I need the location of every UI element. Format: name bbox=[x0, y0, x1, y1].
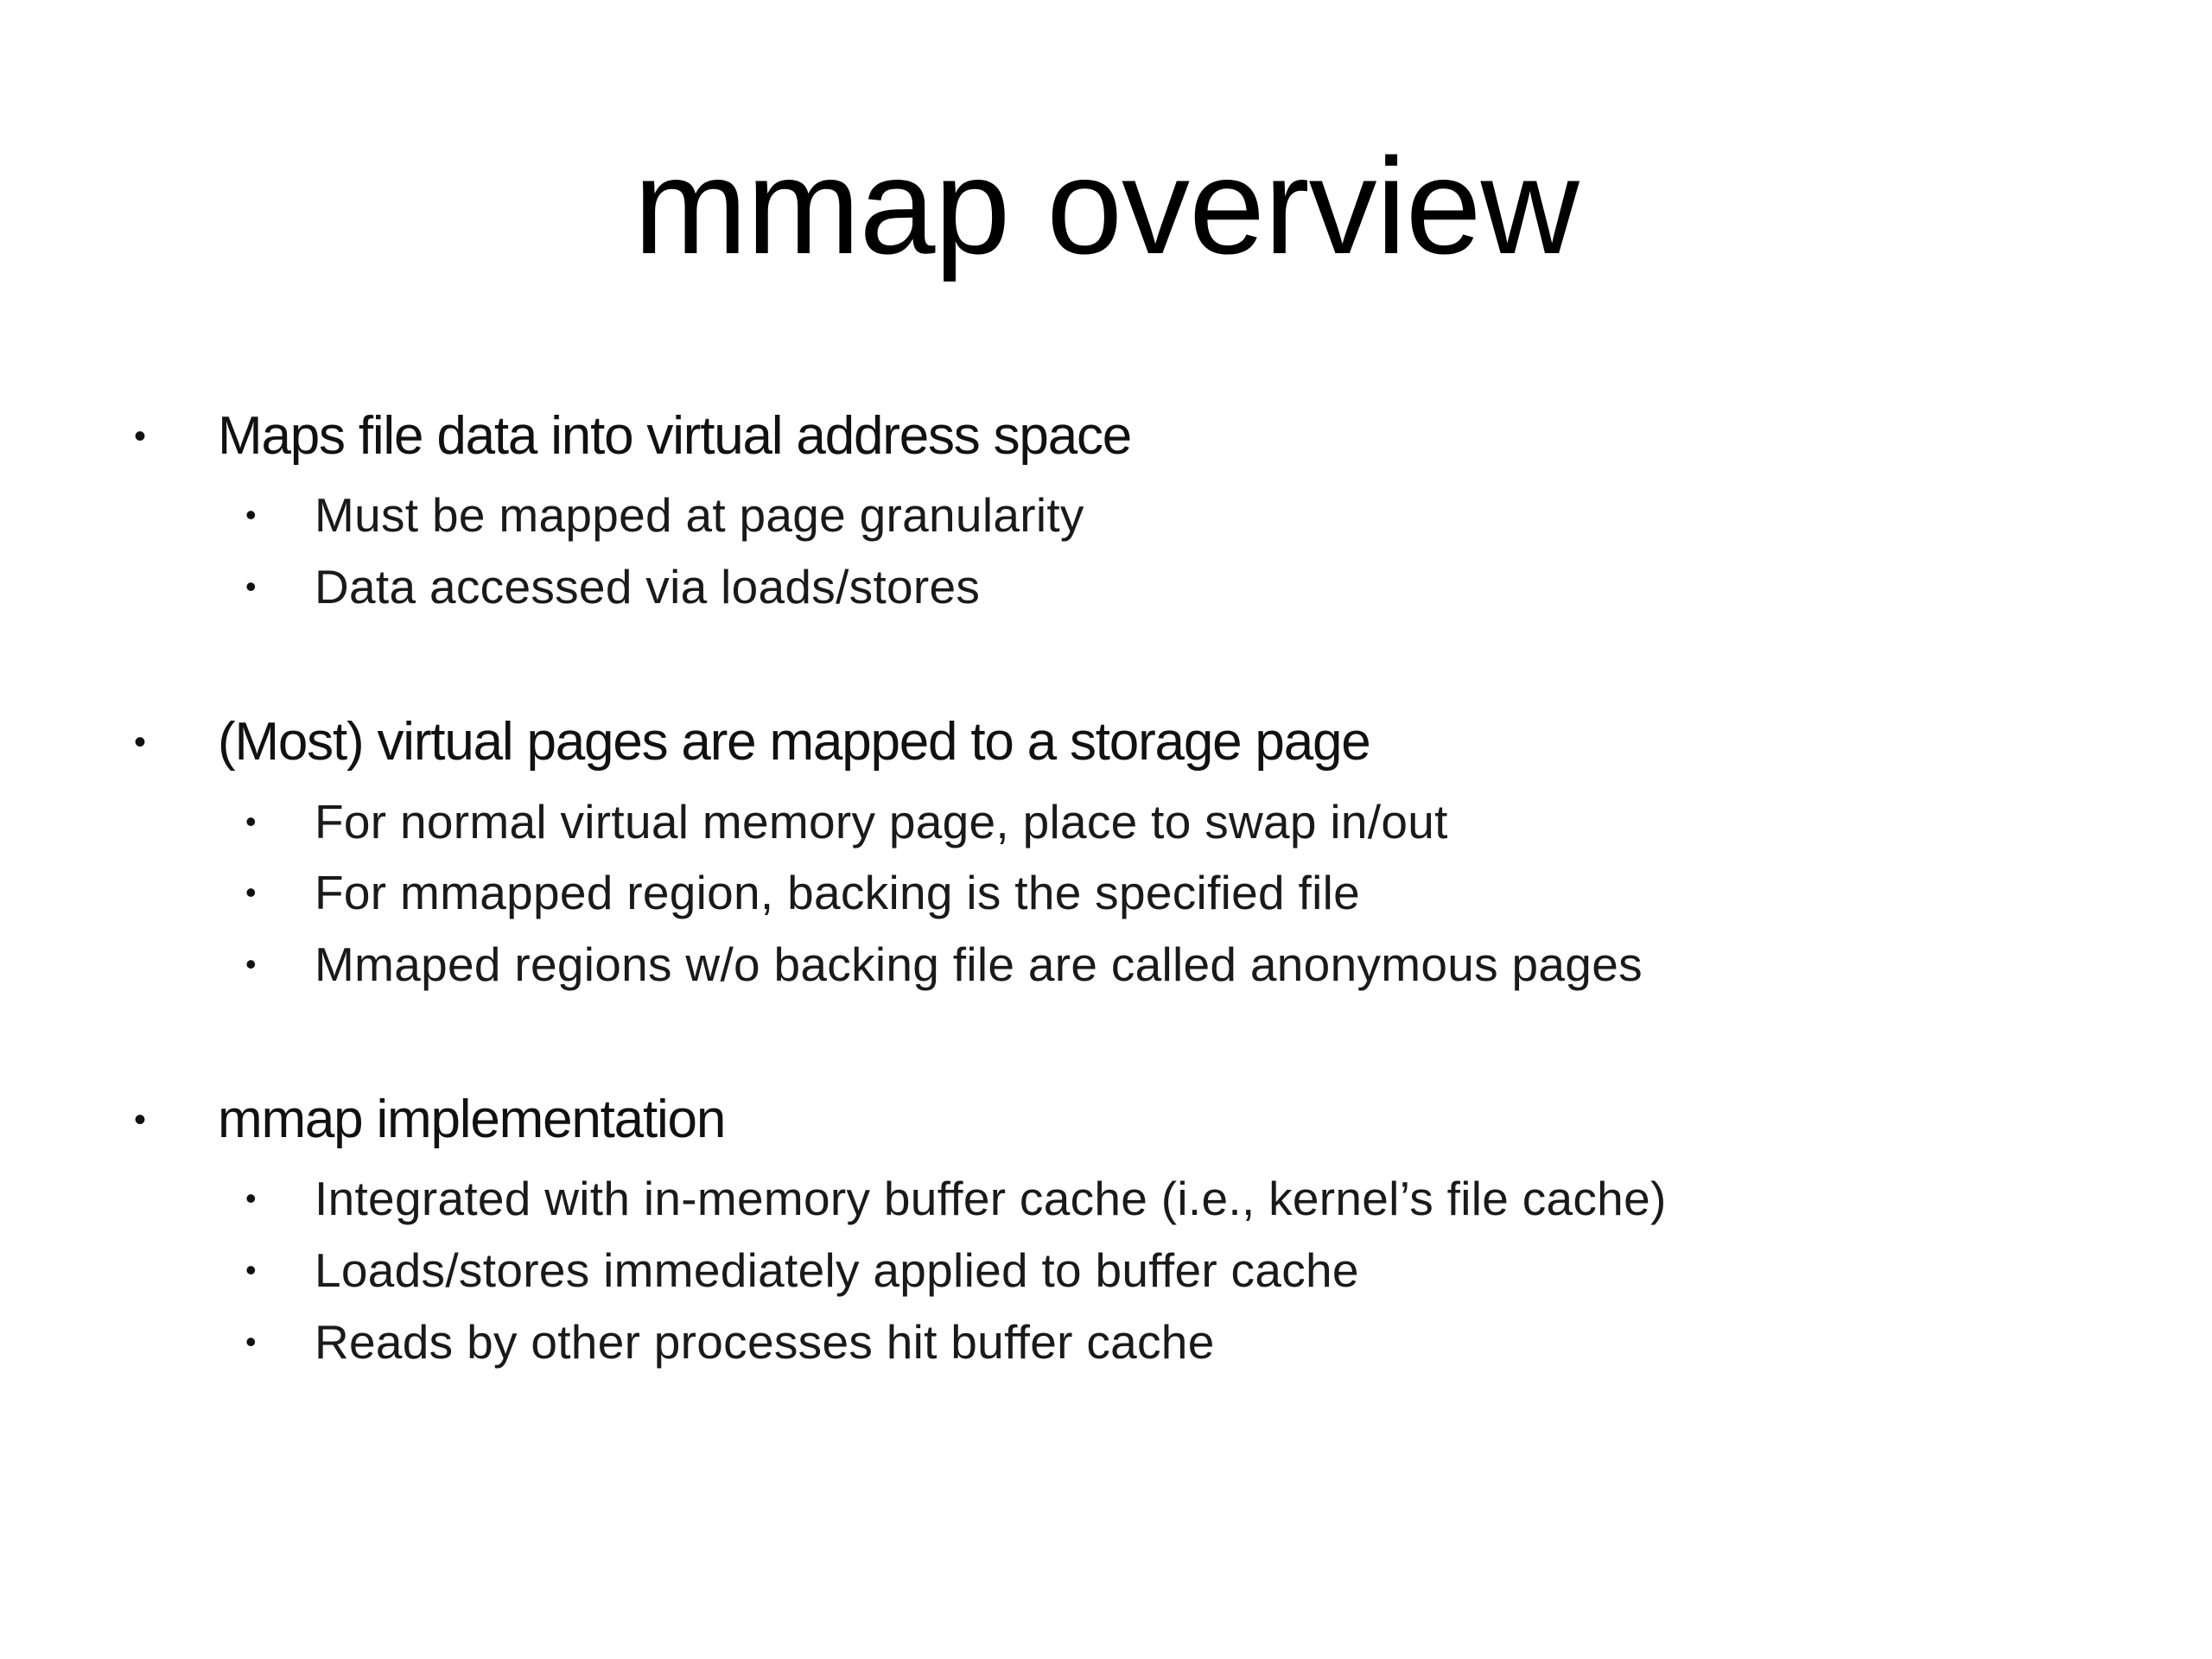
bullet-subitem-text: For mmapped region, backing is the specified file bbox=[315, 866, 1361, 919]
bullet-heading-text: Maps file data into virtual address space bbox=[218, 406, 1132, 466]
bullet-icon: • bbox=[134, 723, 147, 761]
bullet-subitem bbox=[0, 485, 2212, 545]
bullet-icon: • bbox=[245, 569, 257, 604]
bullet-subitem bbox=[0, 791, 2212, 852]
bullet-heading-text: (Most) virtual pages are mapped to a storage page bbox=[218, 712, 1370, 772]
bullet-icon: • bbox=[245, 1324, 257, 1359]
bullet-heading bbox=[0, 406, 2212, 467]
bullet-icon: • bbox=[245, 497, 257, 532]
bullet-heading-text: mmap implementation bbox=[218, 1090, 726, 1149]
bullet-icon: • bbox=[245, 874, 257, 910]
bullet-subitem bbox=[0, 1168, 2212, 1229]
slide-title: mmap overview bbox=[633, 130, 1579, 283]
bullet-subitem bbox=[0, 556, 2212, 617]
bullet-heading bbox=[0, 1090, 2212, 1150]
bullet-icon: • bbox=[245, 946, 257, 982]
bullet-heading bbox=[0, 712, 2212, 772]
bullet-subitem-text: Must be mapped at page granularity bbox=[315, 488, 1084, 542]
bullet-icon: • bbox=[134, 1101, 147, 1139]
bullet-subitem-text: Data accessed via loads/stores bbox=[315, 560, 981, 613]
bullet-subitem-text: Reads by other processes hit buffer cache bbox=[315, 1315, 1215, 1369]
bullet-icon: • bbox=[134, 417, 147, 455]
bullet-icon: • bbox=[245, 804, 257, 839]
bullet-subitem bbox=[0, 862, 2212, 923]
bullet-subitem bbox=[0, 934, 2212, 995]
bullet-icon: • bbox=[245, 1252, 257, 1287]
bullet-subitem-text: Mmaped regions w/o backing file are called anonymous pages bbox=[315, 938, 1643, 991]
bullet-subitem-text: Loads/stores immediately applied to buffer cache bbox=[315, 1243, 1359, 1297]
bullet-subitem-text: Integrated with in-memory buffer cache (i.e., kernel’s file cache) bbox=[315, 1172, 1667, 1225]
bullet-subitem bbox=[0, 1240, 2212, 1300]
bullet-icon: • bbox=[245, 1180, 257, 1216]
bullet-subitem-text: For normal virtual memory page, place to swap in/out bbox=[315, 795, 1448, 849]
bullet-subitem bbox=[0, 1312, 2212, 1372]
